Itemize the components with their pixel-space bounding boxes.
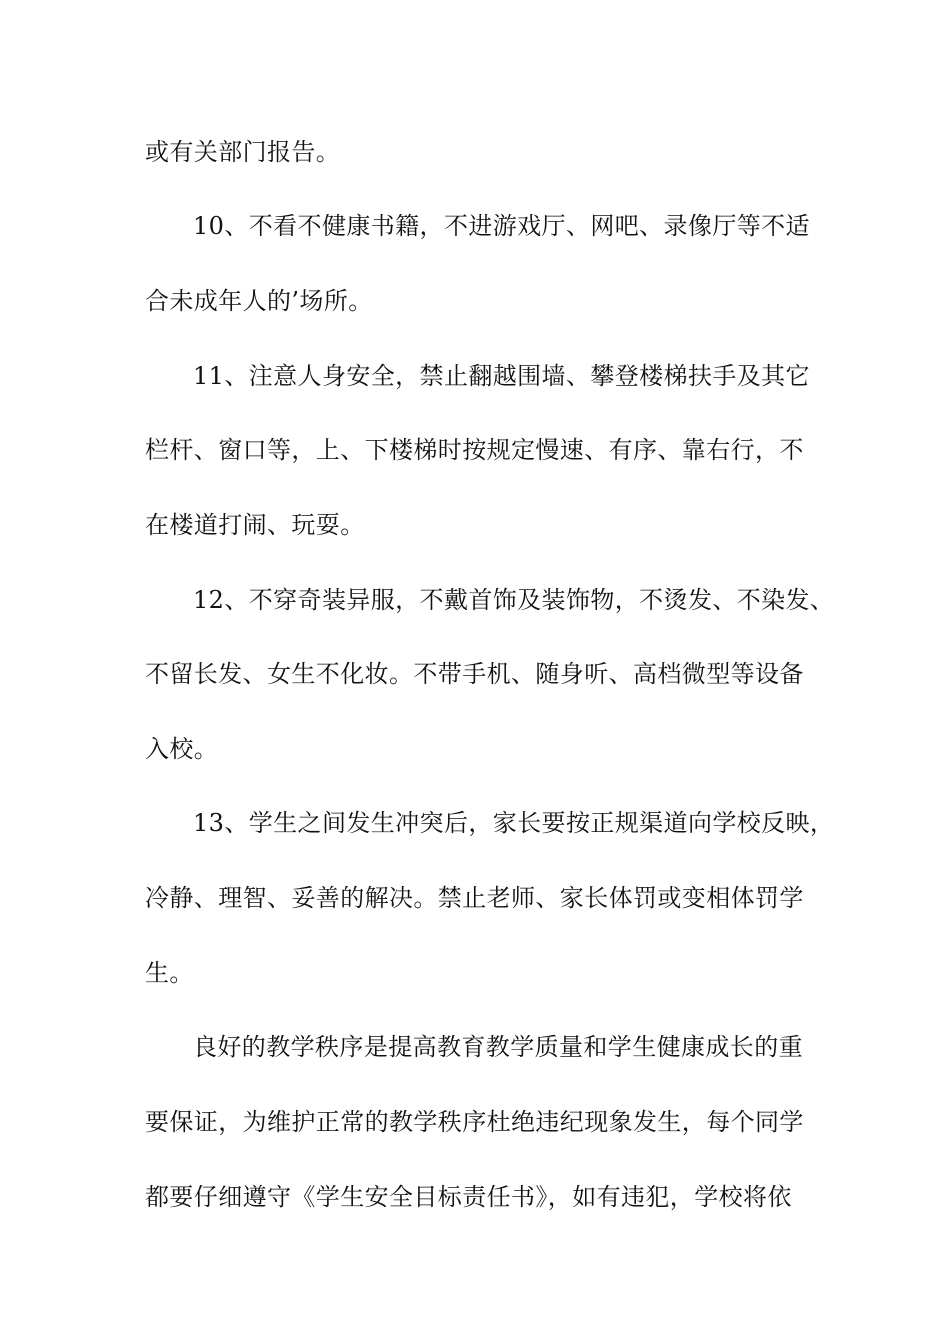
text-line: 13、学生之间发生冲突后，家长要按正规渠道向学校反映， bbox=[193, 809, 835, 837]
text-line: 11、注意人身安全，禁止翻越围墙、攀登楼梯扶手及其它 bbox=[193, 362, 810, 390]
text-line: 或有关部门报告。 bbox=[145, 138, 341, 166]
text-line: 冷静、理智、妥善的解决。禁止老师、家长体罚或变相体罚学 bbox=[145, 884, 804, 912]
text-line: 栏杆、窗口等，上、下楼梯时按规定慢速、有序、靠右行，不 bbox=[145, 436, 804, 464]
text-line: 不留长发、女生不化妆。不带手机、随身听、高档微型等设备 bbox=[145, 660, 804, 688]
text-line: 12、不穿奇装异服，不戴首饰及装饰物，不烫发、不染发、 bbox=[193, 586, 835, 614]
text-line: 生。 bbox=[145, 959, 194, 987]
text-line: 要保证，为维护正常的教学秩序杜绝违纪现象发生，每个同学 bbox=[145, 1108, 804, 1136]
text-line: 10、不看不健康书籍，不进游戏厅、网吧、录像厅等不适 bbox=[193, 212, 810, 240]
text-line: 都要仔细遵守《学生安全目标责任书》，如有违犯，学校将依 bbox=[145, 1183, 792, 1211]
text-line: 合未成年人的’场所。 bbox=[145, 287, 373, 315]
text-line: 在楼道打闹、玩耍。 bbox=[145, 511, 365, 539]
text-line: 良好的教学秩序是提高教育教学质量和学生健康成长的重 bbox=[193, 1033, 803, 1061]
text-line: 入校。 bbox=[145, 735, 219, 763]
